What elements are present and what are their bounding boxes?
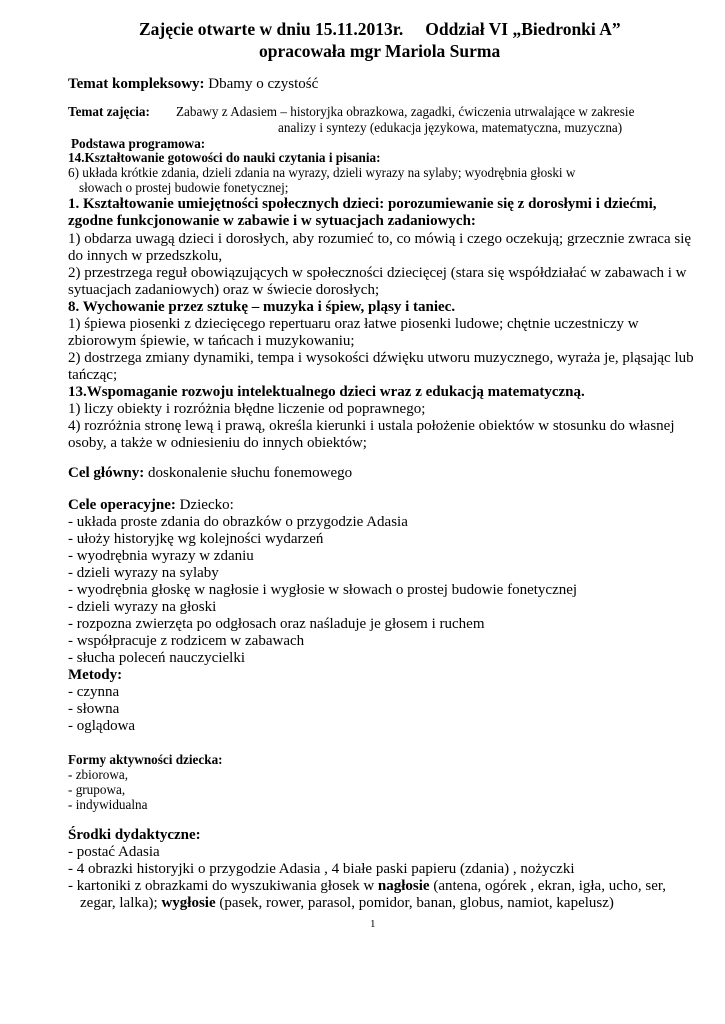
cele-item-7: - współpracuje z rodzicem w zabawach xyxy=(68,633,305,649)
srodki-item-3-line2-pre: zegar, lalka); xyxy=(80,895,162,911)
temat-zajecia-value-1: Zabawy z Adasiem – historyjka obrazkowa, zagadki, ćwiczenia utrwalające w zakresie xyxy=(176,104,635,119)
metody-item-0: - czynna xyxy=(68,684,120,700)
srodki-item-3 xyxy=(68,878,666,895)
metody-item-1: - słowna xyxy=(68,701,120,717)
podstawa-1-item2-1: 2) przestrzega reguł obowiązujących w społeczności dziecięcej (stara się współdziałać w zabawach i w xyxy=(68,265,687,281)
srodki-heading: Środki dydaktyczne: xyxy=(68,827,201,843)
cel-glowny-value: doskonalenie słuchu fonemowego xyxy=(144,465,353,481)
cele-operacyjne-heading xyxy=(68,497,234,514)
cel-glowny-label: Cel główny: xyxy=(68,465,145,481)
formy-heading: Formy aktywności dziecka: xyxy=(68,752,223,767)
podstawa-8-item1-1: 1) śpiewa piosenki z dziecięcego repertuaru oraz łatwe piosenki ludowe; chętnie uczestniczy w xyxy=(68,316,639,332)
podstawa-13-item1: 1) liczy obiekty i rozróżnia błędne liczenie od poprawnego; xyxy=(68,401,426,417)
temat-kompleksowy-label: Temat kompleksowy: xyxy=(68,76,205,92)
metody-heading: Metody: xyxy=(68,667,123,683)
podstawa-1-item1-1: 1) obdarza uwagą dzieci i dorosłych, aby rozumieć to, co mówią i czego oczekują; grzecznie zwraca się xyxy=(68,231,692,247)
srodki-nagłos: nagłosie xyxy=(377,878,430,894)
cele-item-3: - dzieli wyrazy na sylaby xyxy=(68,565,219,581)
cele-operacyjne-intro: Dziecko: xyxy=(175,497,234,513)
srodki-wygłos: wygłosie xyxy=(161,895,216,911)
srodki-item-3-pre: - kartoniki z obrazkami do wyszukiwania głosek w xyxy=(68,878,378,894)
podstawa-13-item4-2: osoby, a także w odniesieniu do innych obiektów; xyxy=(68,435,367,451)
podstawa-8-item2-1: 2) dostrzega zmiany dynamiki, tempa i wysokości dźwięku utworu muzycznego, wyraża je, pląsając lub xyxy=(68,350,694,366)
podstawa-1-item1-2: do innych w przedszkolu, xyxy=(68,248,223,264)
srodki-item-3-line2 xyxy=(80,895,614,912)
cele-item-2: - wyodrębnia wyrazy w zdaniu xyxy=(68,548,254,564)
podstawa-13-item4-1: 4) rozróżnia stronę lewą i prawą, określa kierunki i ustala położenie obiektów w stosunku do własnej xyxy=(68,418,675,434)
srodki-item-3-mid: (antena, ogórek , ekran, igła, ucho, ser, xyxy=(429,878,666,894)
temat-zajecia xyxy=(68,104,635,120)
srodki-item-3-line2-post: (pasek, rower, parasol, pomidor, banan, globus, namiot, kapelusz) xyxy=(215,895,614,911)
cele-item-1: - ułoży historyjkę wg kolejności wydarzeń xyxy=(68,531,324,547)
formy-item-0: - zbiorowa, xyxy=(68,767,129,782)
document-author: opracowała mgr Mariola Surma xyxy=(259,41,501,61)
page-number: 1 xyxy=(370,918,376,930)
document-title xyxy=(139,19,621,40)
cele-operacyjne-label: Cele operacyjne: xyxy=(68,497,176,513)
temat-kompleksowy xyxy=(68,76,318,93)
podstawa-heading: Podstawa programowa: xyxy=(71,136,206,151)
podstawa-1-item2-2: sytuacjach zadaniowych) oraz w świecie dorosłych; xyxy=(68,282,380,298)
podstawa-8-heading: 8. Wychowanie przez sztukę – muzyka i śpiew, pląsy i taniec. xyxy=(68,299,456,315)
cele-item-0: - układa proste zdania do obrazków o przygodzie Adasia xyxy=(68,514,408,530)
metody-item-2: - oglądowa xyxy=(68,718,136,734)
cele-item-4: - wyodrębnia głoskę w nagłosie i wygłosie w słowach o prostej budowie fonetycznej xyxy=(68,582,578,598)
formy-item-2: - indywidualna xyxy=(68,797,148,812)
srodki-item-1: - postać Adasia xyxy=(68,844,160,860)
podstawa-1-heading-2: zgodne funkcjonowanie w zabawie i w sytuacjach zadaniowych: xyxy=(68,213,476,229)
cele-item-8: - słucha poleceń nauczycielki xyxy=(68,650,245,666)
podstawa-14-item6-2: słowach o prostej budowie fonetycznej; xyxy=(79,180,289,195)
cele-item-5: - dzieli wyrazy na głoski xyxy=(68,599,217,615)
temat-kompleksowy-value: Dbamy o czystość xyxy=(204,76,319,92)
temat-zajecia-label: Temat zajęcia: xyxy=(68,104,150,119)
cel-glowny xyxy=(68,465,352,482)
podstawa-8-item2-2: tańcząc; xyxy=(68,367,118,383)
podstawa-8-item1-2: zbiorowym śpiewie, w tańcach i muzykowaniu; xyxy=(68,333,355,349)
podstawa-13-heading: 13.Wspomaganie rozwoju intelektualnego dzieci wraz z edukacją matematyczną. xyxy=(68,384,585,400)
cele-item-6: - rozpozna zwierzęta po odgłosach oraz naśladuje je głosem i ruchem xyxy=(68,616,485,632)
podstawa-14-item6-1: 6) układa krótkie zdania, dzieli zdania na wyrazy, dzieli wyrazy na sylaby; wyodrębnia głoski w xyxy=(68,165,576,180)
title-group: Oddział VI „Biedronki A” xyxy=(425,19,621,39)
title-date: Zajęcie otwarte w dniu 15.11.2013r. xyxy=(139,19,404,39)
srodki-item-2: - 4 obrazki historyjki o przygodzie Adasia , 4 białe paski papieru (zdania) , nożyczki xyxy=(68,861,575,877)
podstawa-14-heading: 14.Kształtowanie gotowości do nauki czytania i pisania: xyxy=(68,150,381,165)
formy-item-1: - grupowa, xyxy=(68,782,126,797)
temat-zajecia-value-2: analizy i syntezy (edukacja językowa, matematyczna, muzyczna) xyxy=(278,120,623,135)
podstawa-1-heading-1: 1. Kształtowanie umiejętności społecznych dzieci: porozumiewanie się z dorosłymi i dziećmi, xyxy=(68,196,657,212)
